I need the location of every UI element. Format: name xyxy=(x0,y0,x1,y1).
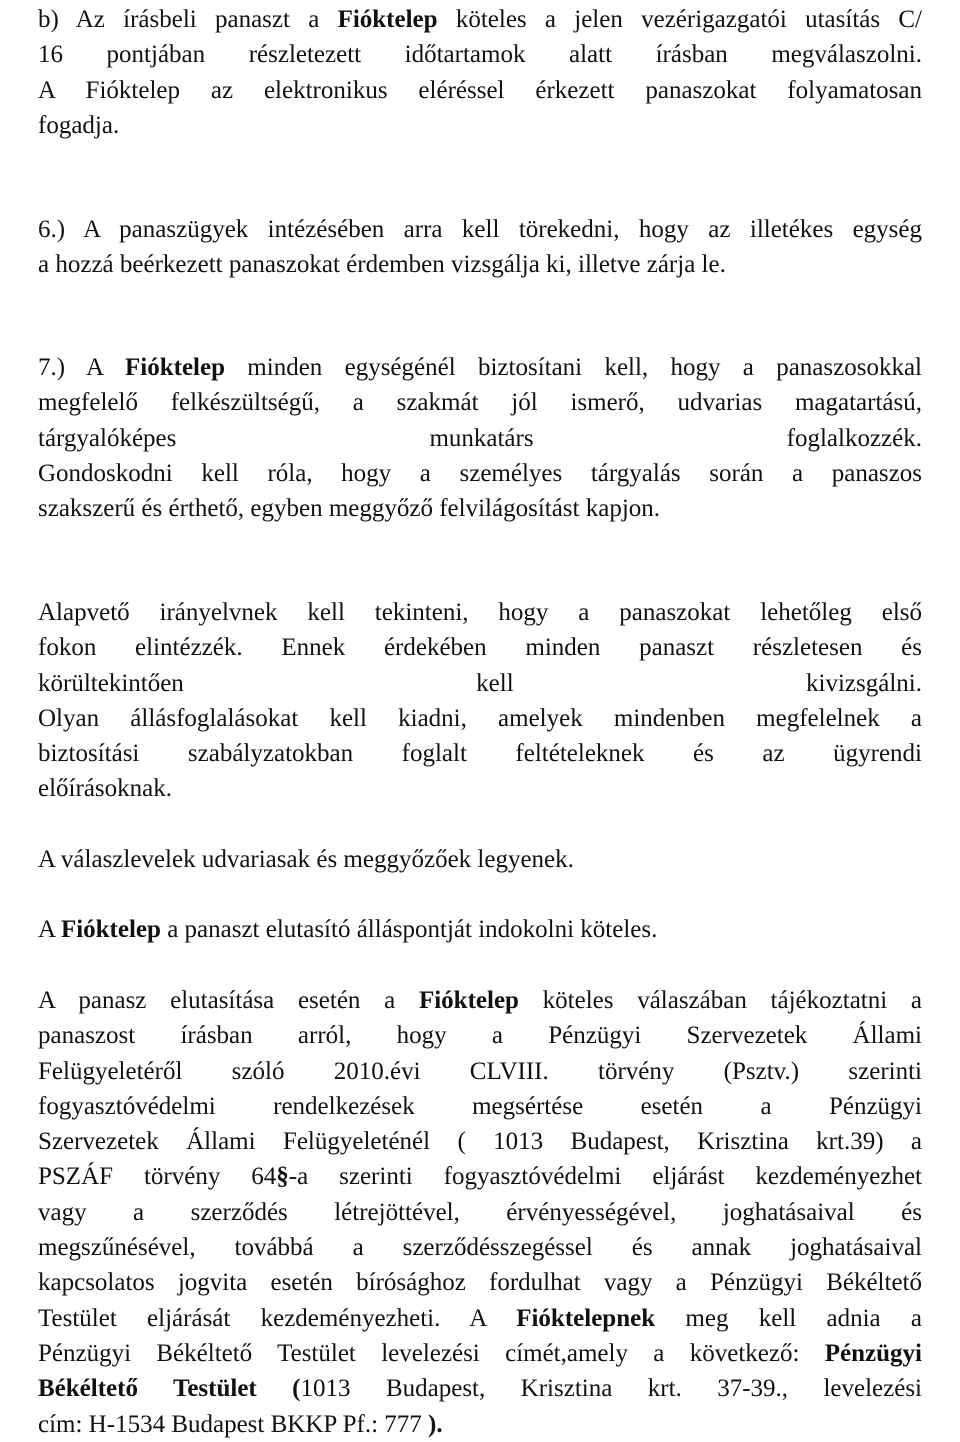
text-line xyxy=(38,247,922,282)
text-run: kapcsolatos jogvita esetén bírósághoz fordulhat vagy a Pénzügyi Békéltető xyxy=(38,1269,922,1297)
text-line xyxy=(38,1089,922,1124)
text-run: szakszerű és érthető, egyben meggyőző felvilágosítást kapjon. xyxy=(38,495,661,523)
text-line xyxy=(38,385,922,420)
text-line xyxy=(38,1371,922,1406)
text-run: Szervezetek Állami Felügyeleténél ( 1013 Budapest, Krisztina krt.39) a xyxy=(38,1128,922,1156)
paragraph-written-complaint xyxy=(38,2,922,143)
text-line xyxy=(38,421,922,456)
text-line xyxy=(38,1195,922,1230)
bold-text: § xyxy=(276,1163,289,1191)
text-line xyxy=(38,595,922,630)
text-line xyxy=(38,1159,922,1194)
paragraph-item-6 xyxy=(38,212,922,283)
text-line xyxy=(38,771,922,806)
paragraph-rejection-information xyxy=(38,983,922,1442)
text-line xyxy=(38,1230,922,1265)
text-run: b) Az írásbeli panaszt a xyxy=(38,6,338,33)
text-line xyxy=(38,73,922,108)
text-run: fogadja. xyxy=(38,111,120,139)
text-run: panaszost írásban arról, hogy a Pénzügyi Szervezetek Állami xyxy=(38,1022,922,1050)
text-run: A xyxy=(38,916,61,943)
text-run: fogyasztóvédelmi rendelkezések megsértése esetén a Pénzügyi xyxy=(38,1092,922,1120)
bold-text: Pénzügyi xyxy=(824,1339,922,1367)
bold-text: Fióktelep xyxy=(418,987,519,1014)
text-line xyxy=(38,1054,922,1089)
text-run: előírásoknak. xyxy=(38,775,172,803)
text-line xyxy=(38,701,922,736)
text-run: tárgyalóképes munkatárs foglalkozzék. xyxy=(38,424,922,452)
text-line xyxy=(38,666,922,701)
text-run: fokon elintézzék. Ennek érdekében minden panaszt részletesen és xyxy=(38,634,922,662)
text-run: körültekintően kell kivizsgálni. xyxy=(38,669,922,697)
text-line xyxy=(38,1336,922,1371)
text-run: A válaszlevelek udvariasak és meggyőzőek legyenek. xyxy=(38,846,574,873)
bold-text: Békéltető Testület ( xyxy=(38,1375,301,1403)
text-line xyxy=(38,108,922,143)
text-run: 7.) A xyxy=(38,354,125,381)
text-run: -a szerinti fogyasztóvédelmi eljárást kezdeményezhet xyxy=(288,1163,922,1191)
text-line xyxy=(38,37,922,72)
paragraph-guidelines xyxy=(38,595,922,807)
text-run: Felügyeletéről szóló 2010.évi CLVIII. törvény (Psztv.) szerinti xyxy=(38,1057,922,1085)
bold-text: Fióktelep xyxy=(60,916,161,943)
text-run: köteles a jelen vezérigazgatói utasítás C/ xyxy=(437,6,922,33)
text-line xyxy=(38,983,922,1018)
text-run: minden egységénél biztosítani kell, hogy a panaszosokkal xyxy=(225,354,922,381)
text-line xyxy=(38,1124,922,1159)
text-line xyxy=(38,1018,922,1053)
text-run: 16 pontjában részletezett időtartamok alatt írásban megválaszolni. xyxy=(38,41,922,69)
text-line xyxy=(38,912,922,947)
text-run: meg kell adnia a xyxy=(655,1304,922,1332)
text-run: 6.) A panaszügyek intézésében arra kell törekedni, hogy az illetékes egység xyxy=(38,216,922,243)
text-run: Olyan állásfoglalásokat kell kiadni, amelyek mindenben megfelelnek a xyxy=(38,704,922,732)
text-run: Gondoskodni kell róla, hogy a személyes tárgyalás során a panaszos xyxy=(38,459,922,487)
paragraph-item-7 xyxy=(38,350,922,526)
text-run: megfelelő felkészültségű, a szakmát jól ismerő, udvarias magatartású, xyxy=(38,389,922,417)
text-line xyxy=(38,736,922,771)
text-run: biztosítási szabályzatokban foglalt feltételeknek és az ügyrendi xyxy=(38,740,922,768)
text-line xyxy=(38,350,922,385)
paragraph-reply-letters xyxy=(38,842,922,877)
text-run: A Fióktelep az elektronikus eléréssel érkezett panaszokat folyamatosan xyxy=(38,76,922,104)
bold-text: Fióktelepnek xyxy=(516,1304,656,1332)
paragraph-rejection-justification xyxy=(38,912,922,947)
text-line xyxy=(38,456,922,491)
text-run: Testület eljárását kezdeményezheti. A xyxy=(38,1304,517,1332)
text-line xyxy=(38,212,922,247)
bold-text: Fióktelep xyxy=(125,354,225,381)
text-run: PSZÁF törvény 64 xyxy=(38,1163,277,1191)
text-line xyxy=(38,2,922,37)
text-run: 1013 Budapest, Krisztina krt. 37-39., levelezési xyxy=(300,1375,923,1403)
text-line xyxy=(38,1265,922,1300)
text-run: a panaszt elutasító álláspontját indokolni köteles. xyxy=(160,916,658,943)
text-line xyxy=(38,1407,922,1442)
text-run: Pénzügyi Békéltető Testület levelezési címét,amely a következő: xyxy=(38,1339,825,1367)
text-run: cím: H-1534 Budapest BKKP Pf.: 777 xyxy=(38,1410,429,1438)
text-line xyxy=(38,842,922,877)
text-line xyxy=(38,630,922,665)
text-run: megszűnésével, továbbá a szerződésszegéssel és annak joghatásaival xyxy=(38,1234,922,1262)
bold-text: Fióktelep xyxy=(337,6,438,33)
text-line xyxy=(38,1301,922,1336)
bold-text: ). xyxy=(428,1410,443,1438)
text-run: vagy a szerződés létrejöttével, érvényességével, joghatásaival és xyxy=(38,1198,922,1226)
text-line xyxy=(38,491,922,526)
text-run: A panasz elutasítása esetén a xyxy=(38,987,419,1014)
text-run: Alapvető irányelvnek kell tekinteni, hogy a panaszokat lehetőleg első xyxy=(38,599,922,626)
text-run: a hozzá beérkezett panaszokat érdemben vizsgálja ki, illetve zárja le. xyxy=(38,251,726,279)
text-run: köteles válaszában tájékoztatni a xyxy=(518,987,922,1014)
